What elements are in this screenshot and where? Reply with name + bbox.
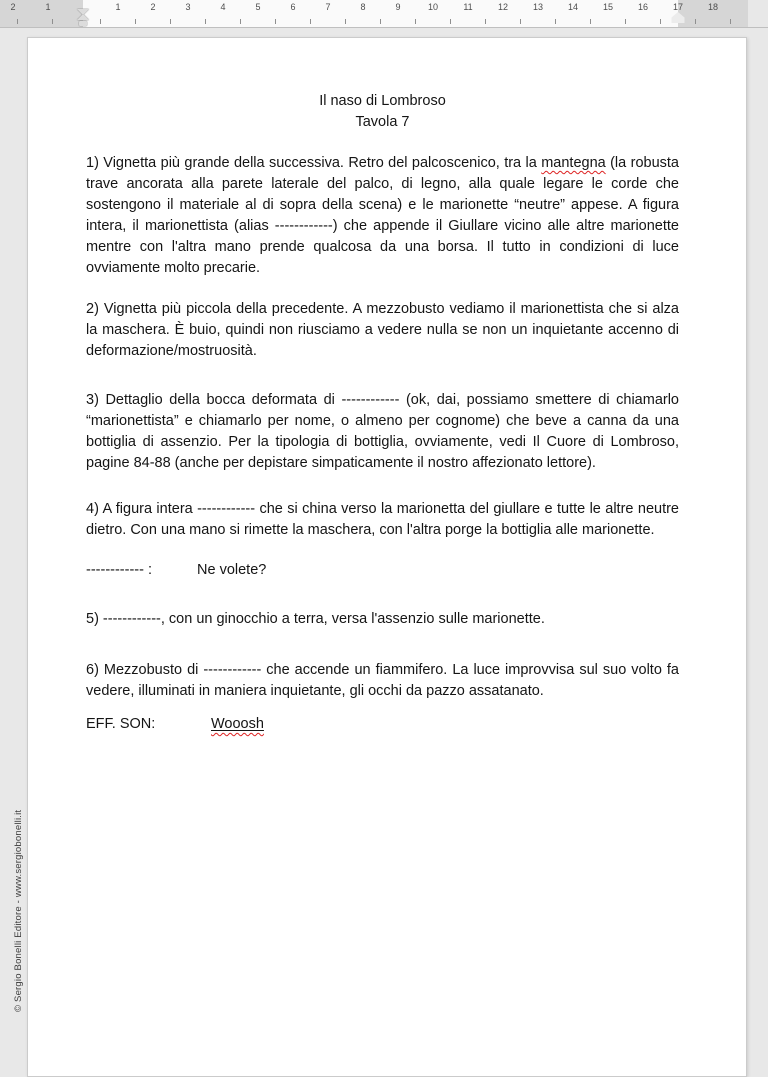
ruler-number: 18 — [707, 2, 719, 12]
ruler-number: 15 — [602, 2, 614, 12]
paragraph-text: 3) Dettaglio della bocca deformata di ------------ (ok, dai, possiamo smettere di chiamarlo “marionettista” e chiamarlo per nome, o almeno per cognome) che beve a canna da una bottiglia di assenzio. Per la tipologia di bottiglia, ovviamente, vedi Il Cuore di Lombroso, pagine 84-88 (anche per depistare simpaticamente il nostro affezionato lettore). — [86, 392, 679, 471]
sfx-label: EFF. SON: — [86, 716, 156, 732]
ruler-number: 5 — [255, 2, 261, 12]
paragraph-text: 1) Vignetta più grande della successiva. Retro del palcoscenico, tra la — [86, 155, 542, 171]
script-paragraph — [86, 609, 679, 630]
document-page[interactable] — [27, 37, 747, 1077]
script-paragraph — [86, 153, 679, 279]
misspelled-word: mantegna — [541, 155, 606, 171]
script-paragraph — [86, 390, 679, 474]
document-subtitle: Tavola 7 — [355, 114, 410, 130]
ruler-number: 11 — [463, 2, 473, 12]
ruler-number: 16 — [637, 2, 649, 12]
document-workspace[interactable] — [0, 28, 768, 1024]
dialogue-text: Ne volete? — [197, 562, 267, 578]
script-paragraph — [86, 499, 679, 541]
ruler-number: 4 — [220, 2, 226, 12]
ruler-number: 6 — [290, 2, 296, 12]
ruler-number: 9 — [395, 2, 401, 12]
ruler-number: 12 — [497, 2, 509, 12]
ruler-number: 14 — [567, 2, 579, 12]
paragraph-text: 6) Mezzobusto di ------------ che accende un fiammifero. La luce improvvisa sul suo volto fa vedere, illuminati in maniera inquietante, gli occhi da pazzo assatanato. — [86, 662, 679, 699]
ruler-number: 7 — [325, 2, 331, 12]
ruler-tail — [748, 0, 768, 27]
ruler-number: 1 — [115, 2, 121, 12]
dialogue-speaker: ------------ : — [86, 562, 153, 578]
ruler-ticks — [0, 19, 748, 24]
ruler-number: 2 — [150, 2, 156, 12]
script-text — [86, 153, 679, 735]
ruler-number: 1 — [45, 2, 51, 12]
paragraph-text: (la robusta trave ancorata alla parete laterale del palco, di legno, alla quale legare le corde che sostengono il materiale al di sopra della scena) e le marionette “neutre” appese. A figura intera, il marionettista (alias ------------) che appende il Giullare vicino alle altre marionette mentre con l'altra mano prende qualcosa da una borsa. Il tutto in condizioni di luce ovviamente molto precarie. — [86, 155, 679, 276]
paragraph-text: 5) ------------, con un ginocchio a terra, versa l'assenzio sulle marionette. — [86, 611, 545, 627]
sound-effect-line — [86, 714, 679, 735]
paragraph-text: 4) A figura intera ------------ che si china verso la marionetta del giullare e tutte le altre neutre dietro. Con una mano si rimette la maschera, con l'altra porge la bottiglia alle marionette. — [86, 501, 679, 538]
dialogue-line — [86, 560, 679, 581]
paragraph-text: 2) Vignetta più piccola della precedente. A mezzobusto vediamo il marionettista che si alza la maschera. È buio, quindi non riusciamo a vedere nulla se non un inquietante accenno di deformazione/mostruosità. — [86, 301, 679, 359]
document-title: Il naso di Lombroso — [319, 93, 446, 109]
copyright-vertical-text: © Sergio Bonelli Editore - www.sergiobonelli.it — [13, 809, 24, 1012]
ruler-number: 10 — [427, 2, 439, 12]
ruler-number: 8 — [360, 2, 366, 12]
script-paragraph — [86, 660, 679, 702]
sfx-word — [211, 716, 264, 732]
horizontal-ruler[interactable] — [0, 0, 768, 28]
ruler-number: 2 — [10, 2, 16, 12]
indent-marker-icon[interactable] — [77, 9, 89, 27]
left-margin-handle-icon[interactable] — [79, 21, 87, 26]
misspelled-word: Wooosh — [211, 716, 264, 732]
script-paragraph — [86, 299, 679, 362]
ruler-number: 17 — [672, 2, 684, 12]
ruler-number: 3 — [185, 2, 191, 12]
left-indent-icon[interactable] — [77, 14, 89, 20]
ruler-number: 13 — [532, 2, 544, 12]
